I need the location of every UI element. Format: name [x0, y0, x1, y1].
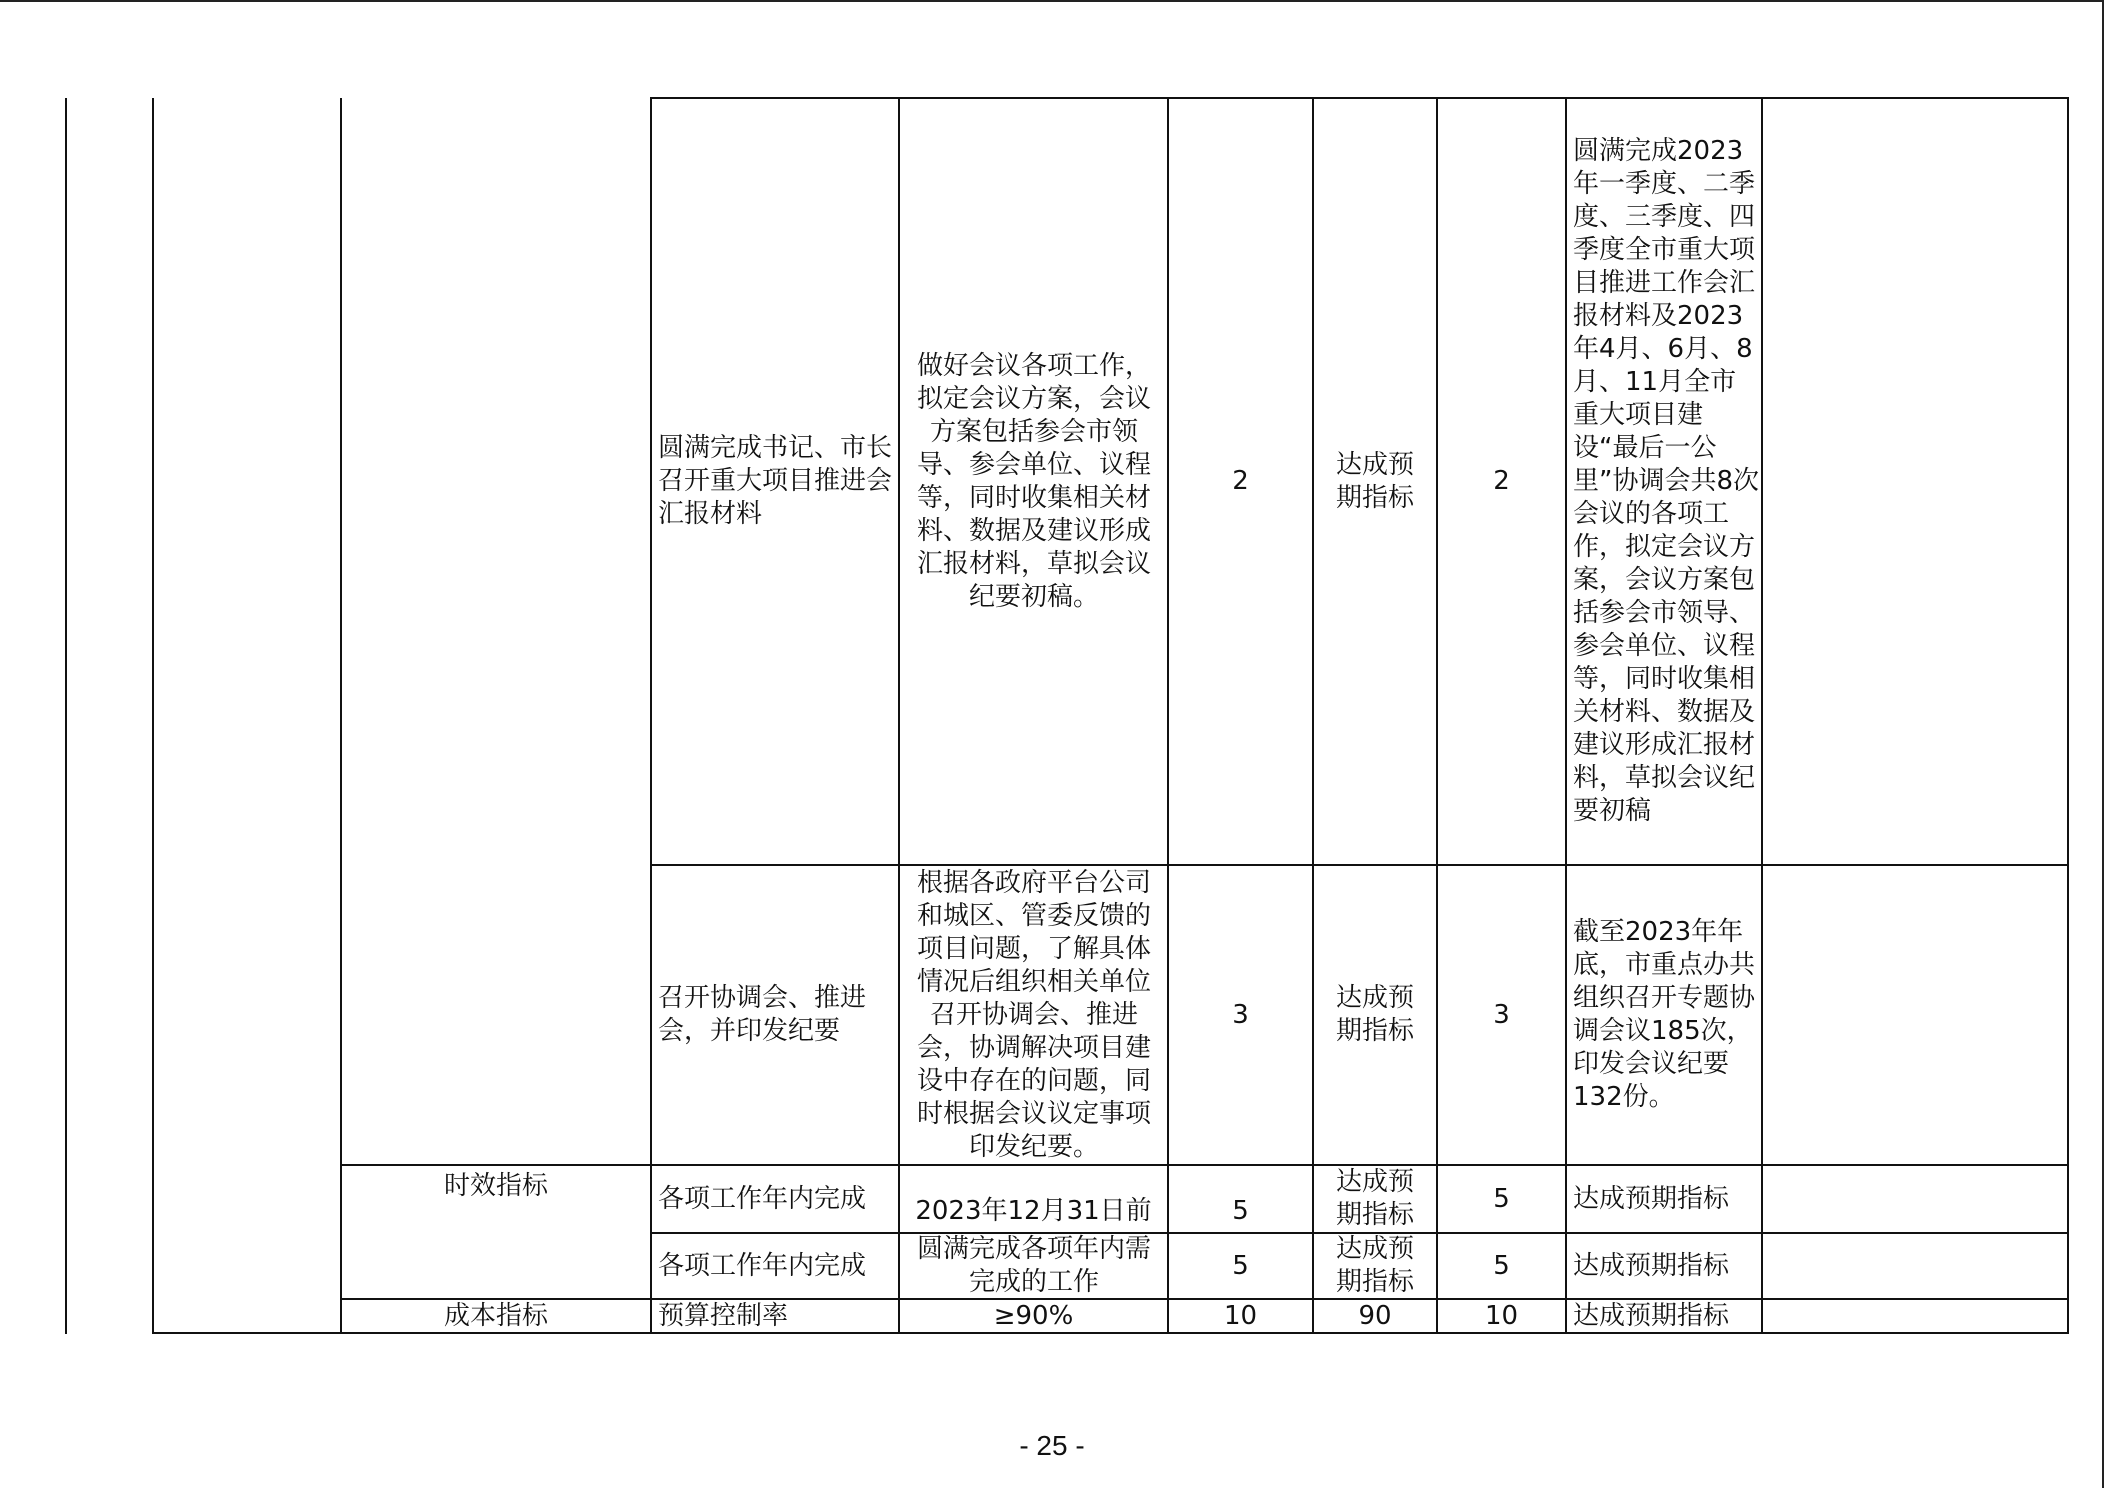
- row2-category: 时效指标: [443, 1170, 548, 1201]
- row2-weight: 5: [1232, 1195, 1249, 1226]
- row3-target: 圆满完成各项年内需完成的工作: [916, 1234, 1151, 1297]
- row0-actual: 圆满完成2023年一季度、二季度、三季度、四季度全市重大项目推进工作会汇报材料及2023年4月、6月、8月、11月全市重大项目建设“最后一公里”协调会共8次会议的各项工作，拟定会议方案，会议方案包括参会市领导、参会单位、议程等，同时收集相关材料、数据及建议形成汇报材料，草拟会议纪要初稿: [1573, 136, 1760, 826]
- row1-indicator: 召开协调会、推进会，并印发纪要: [658, 983, 867, 1046]
- row1-weight: 3: [1232, 999, 1249, 1030]
- row0-weight: 2: [1232, 466, 1249, 496]
- row2-indicator: 各项工作年内完成: [658, 1183, 867, 1214]
- row4-target: ≥90%: [993, 1300, 1074, 1331]
- row0-indicator: 圆满完成书记、市长召开重大项目推进会汇报材料: [658, 433, 893, 529]
- row2-status: 达成预期指标: [1335, 1167, 1414, 1230]
- row4-actual: 达成预期指标: [1573, 1300, 1730, 1331]
- row4-score: 10: [1484, 1300, 1519, 1331]
- row3-actual: 达成预期指标: [1573, 1250, 1730, 1281]
- table-rule-v1: [152, 98, 154, 1334]
- table-rule-v10: [2067, 98, 2069, 1334]
- row1-target: 根据各政府平台公司和城区、管委反馈的项目问题，了解具体情况后组织相关单位召开协调会、推进会，协调解决项目建设中存在的问题，同时根据会议议定事项印发纪要。: [916, 867, 1151, 1162]
- row4-weight: 10: [1223, 1300, 1258, 1331]
- table-rule-v2: [340, 98, 342, 1334]
- row3-score: 5: [1493, 1250, 1510, 1281]
- row3-indicator: 各项工作年内完成: [658, 1250, 867, 1281]
- table-rule-v4: [898, 98, 900, 1334]
- row2-target: 2023年12月31日前: [915, 1195, 1152, 1226]
- row2-score: 5: [1493, 1183, 1510, 1214]
- row1-status: 达成预期指标: [1335, 983, 1414, 1046]
- row4-status: 90: [1358, 1300, 1392, 1331]
- table-rule-h5: [152, 1332, 2069, 1334]
- row0-status: 达成预期指标: [1335, 449, 1414, 513]
- table-rule-v9: [1761, 98, 1763, 1334]
- row3-weight: 5: [1232, 1250, 1249, 1281]
- row0-score: 2: [1493, 466, 1510, 496]
- page-number: - 25 -: [1019, 1430, 1085, 1461]
- page-top-border: [0, 0, 2104, 2]
- row3-status: 达成预期指标: [1335, 1234, 1414, 1297]
- table-rule-v0: [65, 98, 67, 1334]
- row2-actual: 达成预期指标: [1573, 1183, 1730, 1214]
- row0-target: 做好会议各项工作，拟定会议方案，会议方案包括参会市领导、参会单位、议程等，同时收集相关材料、数据及建议形成汇报材料，草拟会议纪要初稿。: [916, 350, 1151, 612]
- row4-indicator: 预算控制率: [658, 1300, 789, 1331]
- row4-category: 成本指标: [443, 1300, 548, 1331]
- row1-score: 3: [1493, 999, 1510, 1030]
- row1-actual: 截至2023年年底，市重点办共组织召开专题协调会议185次，印发会议纪要132份。: [1573, 917, 1756, 1112]
